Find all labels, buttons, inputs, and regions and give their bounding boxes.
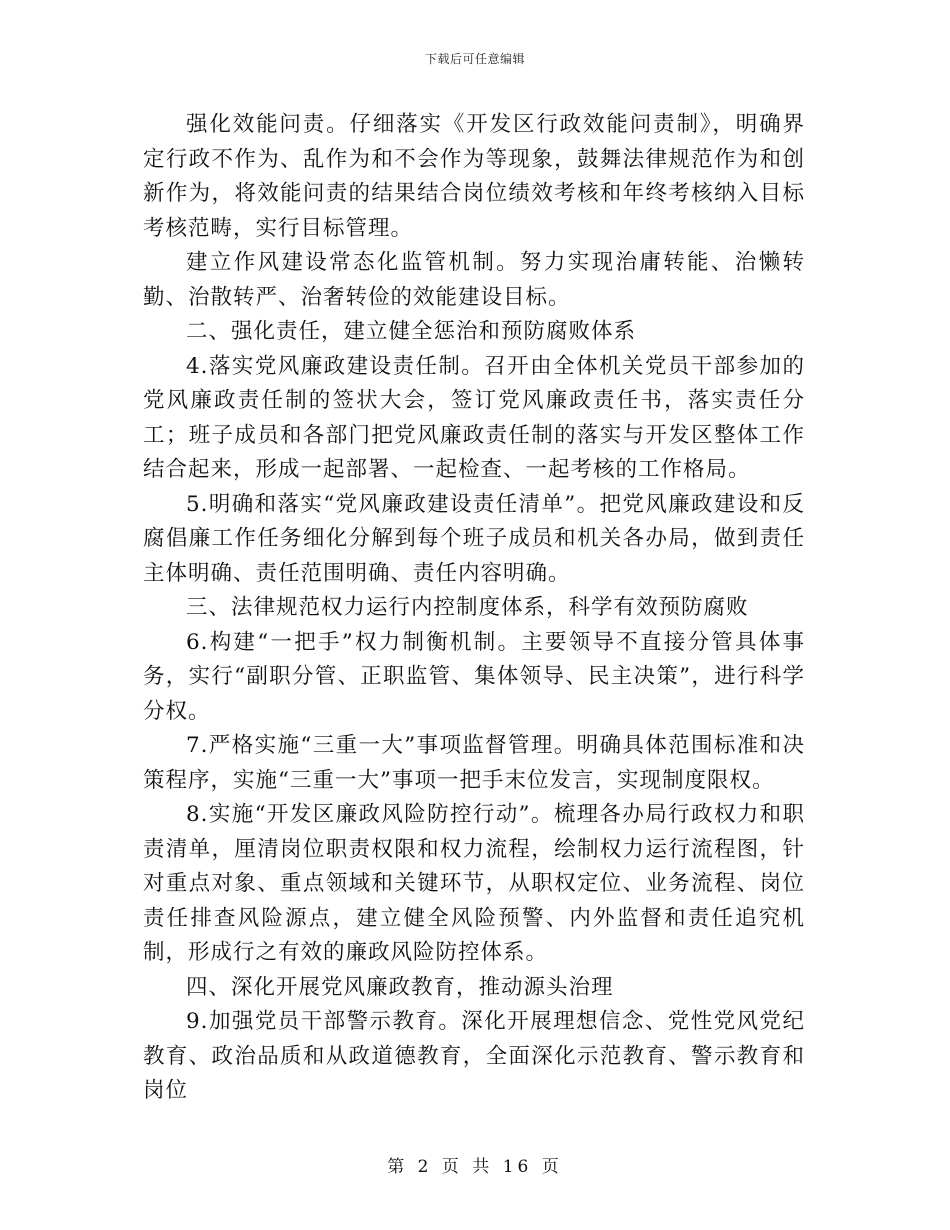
paragraph-item-9: 9.加强党员干部警示教育。深化开展理想信念、党性党风党纪教育、政治品质和从政道德教育，全面深化示范教育、警示教育和岗位	[143, 1009, 805, 1103]
paragraph-supervision-mechanism: 建立作风建设常态化监管机制。努力实现治庸转能、治懒转勤、治散转严、治奢转俭的效能建设目标。	[143, 250, 805, 310]
paragraph-item-4: 4.落实党风廉政建设责任制。召开由全体机关党员干部参加的党风廉政责任制的签状大会，签订党风廉政责任书，落实责任分工；班子成员和各部门把党风廉政责任制的落实与开发区整体工作结合起来，形成一起部署、一起检查、一起考核的工作格局。	[143, 353, 805, 482]
paragraph-item-8: 8.实施“开发区廉政风险防控行动”。梳理各办局行政权力和职责清单，厘清岗位职责权限和权力流程，绘制权力运行流程图，针对重点对象、重点领域和关键环节，从职权定位、业务流程、岗位责任排查风险源点，建立健全风险预警、内外监督和责任追究机制，形成行之有效的廉政风险防控体系。	[143, 802, 805, 965]
paragraph-efficiency-accountability: 强化效能问责。仔细落实《开发区行政效能问责制》，明确界定行政不作为、乱作为和不会作为等现象，鼓舞法律规范作为和创新作为，将效能问责的结果结合岗位绩效考核和年终考核纳入目标考核范畴，实行目标管理。	[143, 112, 805, 241]
section-heading-4: 四、深化开展党风廉政教育，推动源头治理	[186, 974, 614, 1000]
section-heading-2: 二、强化责任，建立健全惩治和预防腐败体系	[186, 319, 637, 344]
section-heading-3: 三、法律规范权力运行内控制度体系，科学有效预防腐败	[186, 595, 749, 620]
paragraph-item-5: 5.明确和落实“党风廉政建设责任清单”。把党风廉政建设和反腐倡廉工作任务细化分解到每个班子成员和机关各办局，做到责任主体明确、责任范围明确、责任内容明确。	[143, 491, 805, 586]
page-number-footer: 第 2 页 共 16 页	[387, 1157, 563, 1177]
page-header-note: 下载后可任意编辑	[424, 52, 525, 66]
paragraph-item-6: 6.构建“一把手”权力制衡机制。主要领导不直接分管具体事务，实行“副职分管、正职监管、集体领导、民主决策”，进行科学分权。	[143, 629, 805, 724]
document-body	[143, 108, 805, 1109]
paragraph-item-7: 7.严格实施“三重一大”事项监督管理。明确具体范围标准和决策程序，实施“三重一大”事项一把手末位发言，实现制度限权。	[143, 733, 805, 793]
